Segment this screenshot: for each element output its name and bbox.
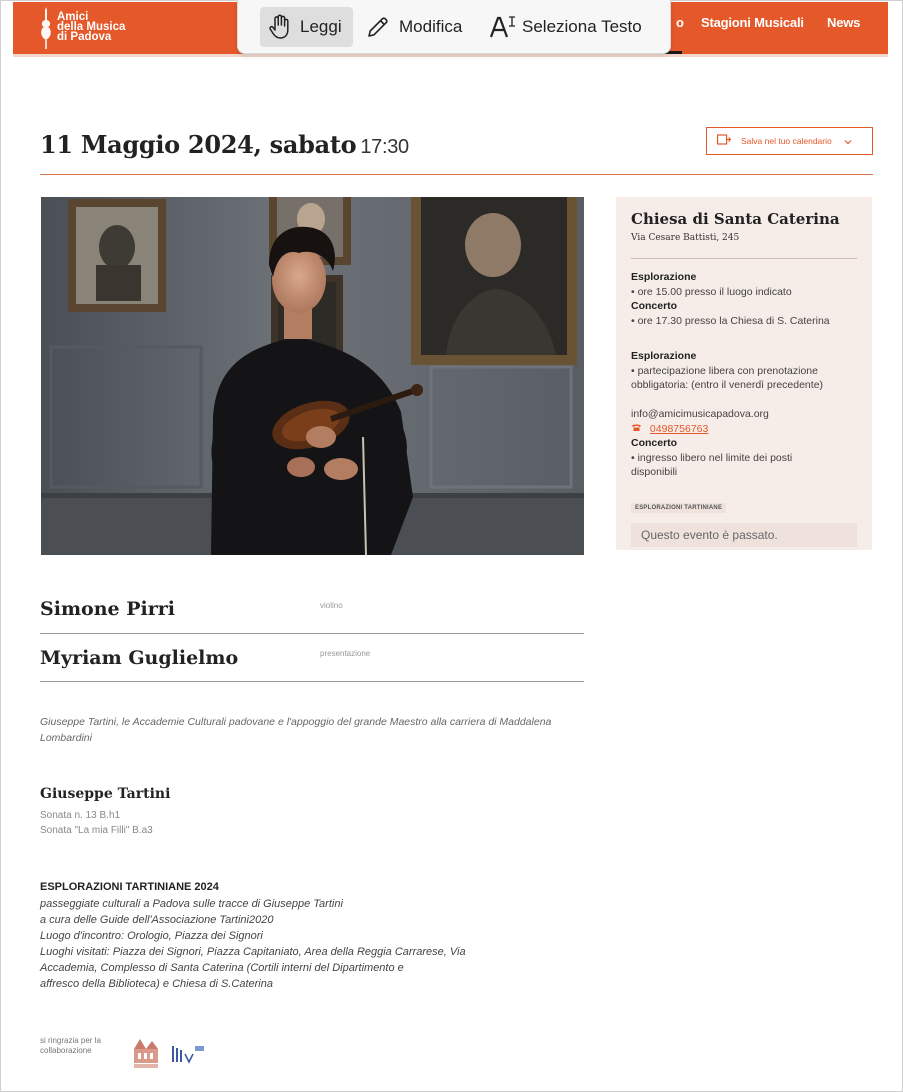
schedule-line: • ore 15.00 presso il luogo indicato [631,286,792,298]
text-cursor-icon [490,15,516,39]
access-line: • ingresso libero nel limite dei posti [631,452,793,464]
partner-logo-building-icon [132,1035,160,1069]
access-heading-concerto: Concerto [631,437,678,449]
esplorazioni-line: passeggiate culturali a Padova sulle tracce di Giuseppe Tartini [40,898,343,910]
card-divider [631,258,857,259]
schedule-line: • ore 17.30 presso la Chiesa di S. Caterina [631,315,830,327]
event-status-notice: Questo evento è passato. [631,523,857,547]
nav-item-stagioni-musicali[interactable]: Stagioni Musicali [701,15,804,30]
nav-item-partial[interactable]: o [676,15,684,30]
esplorazioni-line: Luoghi visitati: Piazza dei Signori, Piazza Capitaniato, Area della Reggia Carrarese, Via [40,946,466,958]
chevron-down-icon [844,132,852,150]
save-calendar-label: Salva nel tuo calendario [741,136,832,146]
access-heading-esplorazione: Esplorazione [631,350,697,362]
category-tag[interactable]: ESPLORAZIONI TARTINIANE [631,503,726,513]
access-line: obbligatoria: (entro il venerdì precedente) [631,379,824,391]
logo-line-2: della Musica [57,21,126,33]
thanks-text [40,1036,101,1056]
calendar-icon [717,132,731,150]
thanks-line: collaborazione [40,1046,92,1055]
schedule-heading-concerto: Concerto [631,300,678,312]
esplorazioni-line: a cura delle Guide dell'Associazione Tartini2020 [40,914,274,926]
save-calendar-button[interactable] [706,127,873,155]
performer-role: violino [320,601,343,610]
contact-phone[interactable]: 0498756763 [649,423,709,435]
event-time: 17:30 [360,136,409,158]
select-text-label: Seleziona Testo [522,17,642,36]
event-description: Giuseppe Tartini, le Accademie Culturali padovane e l'appoggio del grande Maestro alla carriera di Maddalena Lombardini [40,716,552,744]
event-photo [41,197,584,555]
contact-phone-row[interactable] [631,422,708,436]
select-text-button[interactable] [490,7,642,47]
program-works [40,808,153,838]
esplorazioni-line: affresco della Biblioteca) e Chiesa di S.Caterina [40,978,273,990]
nav-item-news[interactable]: News [827,15,861,30]
esplorazioni-title: ESPLORAZIONI TARTINIANE 2024 [40,881,219,893]
contact-email[interactable]: info@amicimusicapadova.org [631,408,769,420]
access-line: disponibili [631,466,678,478]
schedule-heading-esplorazione: Esplorazione [631,271,697,283]
edit-mode-label: Modifica [399,17,463,36]
reader-toolbar [237,0,671,54]
header-shadow [13,54,888,57]
esplorazioni-line: Accademia, Complesso di Santa Caterina (Cortili interni del Dipartimento e [40,962,404,974]
esplorazioni-details [40,896,466,992]
performer-name: Myriam Guglielmo [40,647,239,669]
esplorazioni-line: Luogo d'incontro: Orologio, Piazza dei Signori [40,930,263,942]
program-work: Sonata n. 13 B.h1 [40,810,121,821]
event-date: 11 Maggio 2024, sabato [40,130,357,159]
program-work: Sonata "La mia Filli" B.a3 [40,825,153,836]
performer-name: Simone Pirri [40,598,175,620]
logo-text [57,12,125,42]
hand-icon [268,14,292,40]
pencil-icon [366,15,390,39]
edit-mode-button[interactable] [366,7,462,47]
performer-divider [40,633,584,634]
heading-divider [40,174,873,175]
site-logo[interactable] [39,6,149,50]
event-info-card [616,197,872,550]
phone-icon [631,423,645,435]
violin-logo-icon [39,6,53,50]
logo-line-1: Amici [57,11,89,23]
read-mode-button[interactable] [260,7,353,47]
program-composer: Giuseppe Tartini [40,786,171,802]
performer-role: presentazione [320,649,371,658]
read-mode-label: Leggi [300,17,342,36]
performer-divider [40,681,584,682]
partner-logo-tartini-icon [170,1042,206,1064]
venue-name[interactable]: Chiesa di Santa Caterina [631,210,840,228]
logo-line-3: di Padova [57,31,112,43]
venue-address: Via Cesare Battisti, 245 [631,233,740,243]
thanks-line: si ringrazia per la [40,1036,101,1045]
event-date-heading [40,130,409,159]
access-line: • partecipazione libera con prenotazione [631,365,818,377]
